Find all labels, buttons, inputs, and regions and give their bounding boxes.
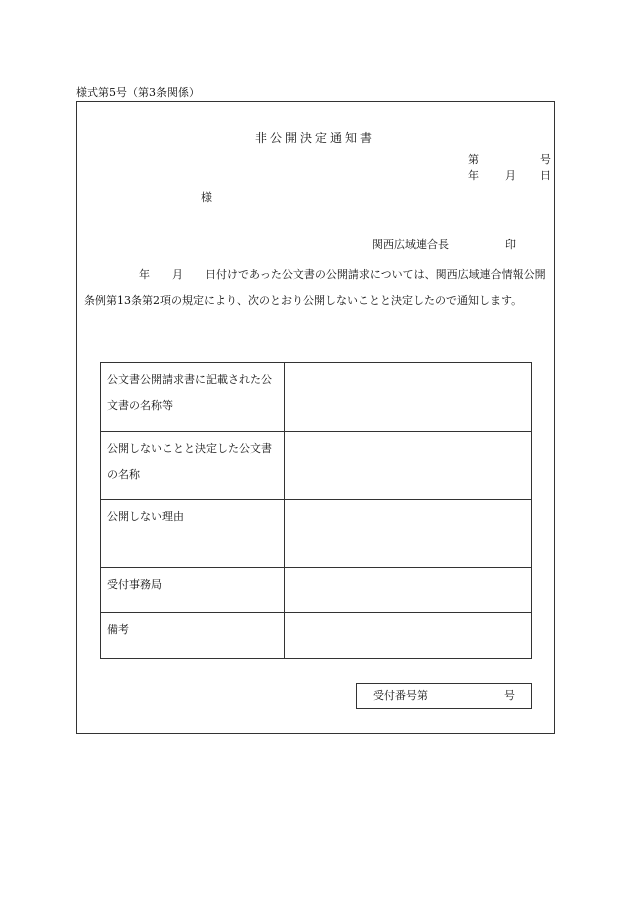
- receipt-suffix: 号: [504, 689, 515, 702]
- row-label: 公文書公開請求書に記載された公文書の名称等: [101, 363, 285, 432]
- row-label: 公開しないことと決定した公文書の名称: [101, 432, 285, 500]
- number-prefix: 第: [468, 153, 479, 166]
- body-text: 年 月 日付けであった公文書の公開請求については、関西広域連合情報公開条例第13条第2項の規定により、次のとおり公開しないことと決定したので通知します。: [84, 268, 546, 307]
- date-year: 年: [468, 169, 479, 182]
- table-row: [101, 613, 532, 659]
- recipient-suffix: 様: [201, 191, 212, 204]
- details-table: [100, 362, 532, 659]
- form-label: 様式第5号（第3条関係）: [76, 86, 200, 99]
- row-label: 公開しない理由: [101, 500, 285, 568]
- date-month: 月: [505, 169, 516, 182]
- row-value[interactable]: [285, 432, 532, 500]
- row-value[interactable]: [285, 613, 532, 659]
- table-row: [101, 432, 532, 500]
- number-suffix: 号: [540, 153, 551, 166]
- document-title: 非公開決定通知書: [254, 131, 375, 145]
- seal-mark: 印: [505, 238, 516, 251]
- table-row: [101, 363, 532, 432]
- row-value[interactable]: [285, 363, 532, 432]
- sender-name: 関西広域連合長: [372, 238, 449, 251]
- receipt-number-box: [356, 683, 532, 709]
- row-label: 備考: [101, 613, 285, 659]
- row-value[interactable]: [285, 568, 532, 613]
- row-value[interactable]: [285, 500, 532, 568]
- date-day: 日: [540, 169, 551, 182]
- table-row: [101, 500, 532, 568]
- table-row: [101, 568, 532, 613]
- receipt-prefix: 受付番号第: [373, 689, 428, 702]
- row-label: 受付事務局: [101, 568, 285, 613]
